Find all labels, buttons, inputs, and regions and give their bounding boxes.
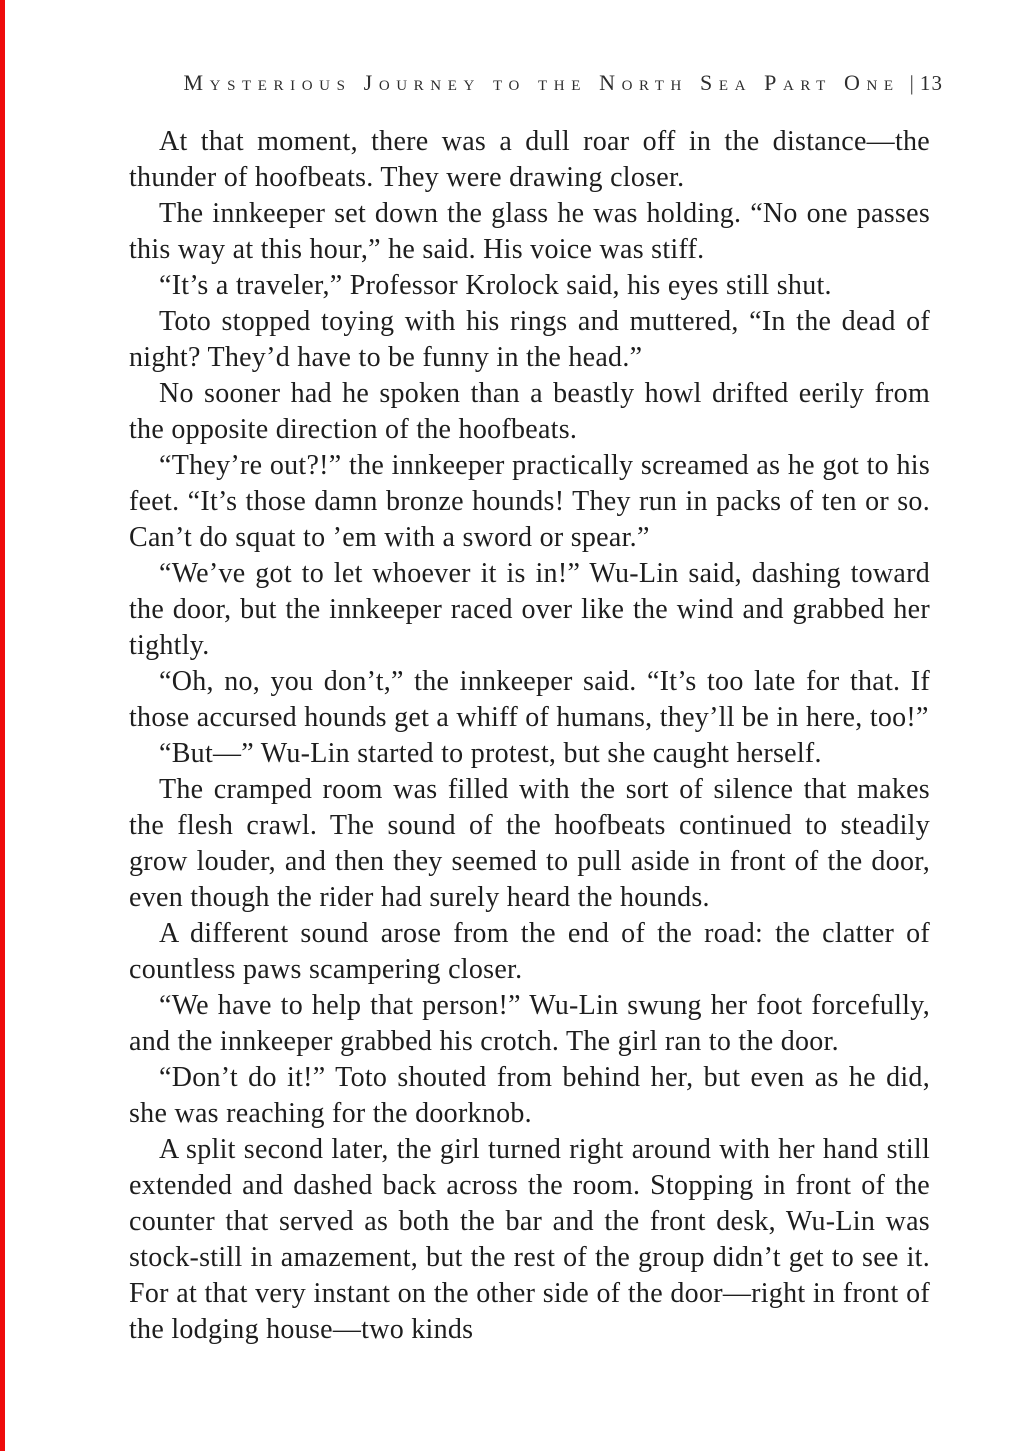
paragraph: A different sound arose from the end of the road: the clatter of countless paws scampering closer. — [129, 918, 930, 985]
paragraph: “It’s a traveler,” Professor Krolock said, his eyes still shut. — [159, 270, 832, 301]
paragraph: “We have to help that person!” Wu-Lin swung her foot forcefully, and the innkeeper grabbed his crotch. The girl ran to the door. — [129, 990, 930, 1057]
header-separator: | — [909, 71, 914, 95]
paragraph: No sooner had he spoken than a beastly howl drifted eerily from the opposite direction of the hoofbeats. — [129, 378, 930, 445]
paragraph: At that moment, there was a dull roar off in the distance—the thunder of hoofbeats. They were drawing closer. — [129, 126, 930, 193]
paragraph: “They’re out?!” the innkeeper practically screamed as he got to his feet. “It’s those damn bronze hounds! They run in packs of ten or so. Can’t do squat to ’em with a sword or spear.” — [129, 450, 930, 553]
paragraph: “But—” Wu-Lin started to protest, but she caught herself. — [159, 738, 822, 769]
paragraph: “Don’t do it!” Toto shouted from behind her, but even as he did, she was reaching for the doorknob. — [129, 1062, 930, 1129]
body-text — [129, 124, 930, 1348]
page-number: 13 — [919, 71, 943, 95]
paragraph: The cramped room was filled with the sort of silence that makes the flesh crawl. The sound of the hoofbeats continued to steadily grow louder, and then they seemed to pull aside in front of the door, even though the rider had surely heard the hounds. — [129, 774, 930, 913]
paragraph: “We’ve got to let whoever it is in!” Wu-Lin said, dashing toward the door, but the innkeeper raced over like the wind and grabbed her tightly. — [129, 558, 930, 661]
paragraph: “Oh, no, you don’t,” the innkeeper said. “It’s too late for that. If those accursed hounds get a whiff of humans, they’ll be in here, too!” — [129, 666, 930, 733]
paragraph: A split second later, the girl turned right around with her hand still extended and dashed back across the room. Stopping in front of the counter that served as both the bar and the front desk, Wu-Lin was stock-still in amazement, but the rest of the group didn’t get to see it. For at that very instant on the other side of the door—right in front of the lodging house—two kinds — [129, 1134, 930, 1345]
paragraph: Toto stopped toying with his rings and muttered, “In the dead of night? They’d have to be funny in the head.” — [129, 306, 930, 373]
red-edge-stripe — [0, 0, 5, 1451]
paragraph: The innkeeper set down the glass he was holding. “No one passes this way at this hour,” he said. His voice was stiff. — [129, 198, 930, 265]
running-header-title: Mysterious Journey to the North Sea Part One — [183, 70, 900, 95]
running-header — [129, 70, 943, 96]
